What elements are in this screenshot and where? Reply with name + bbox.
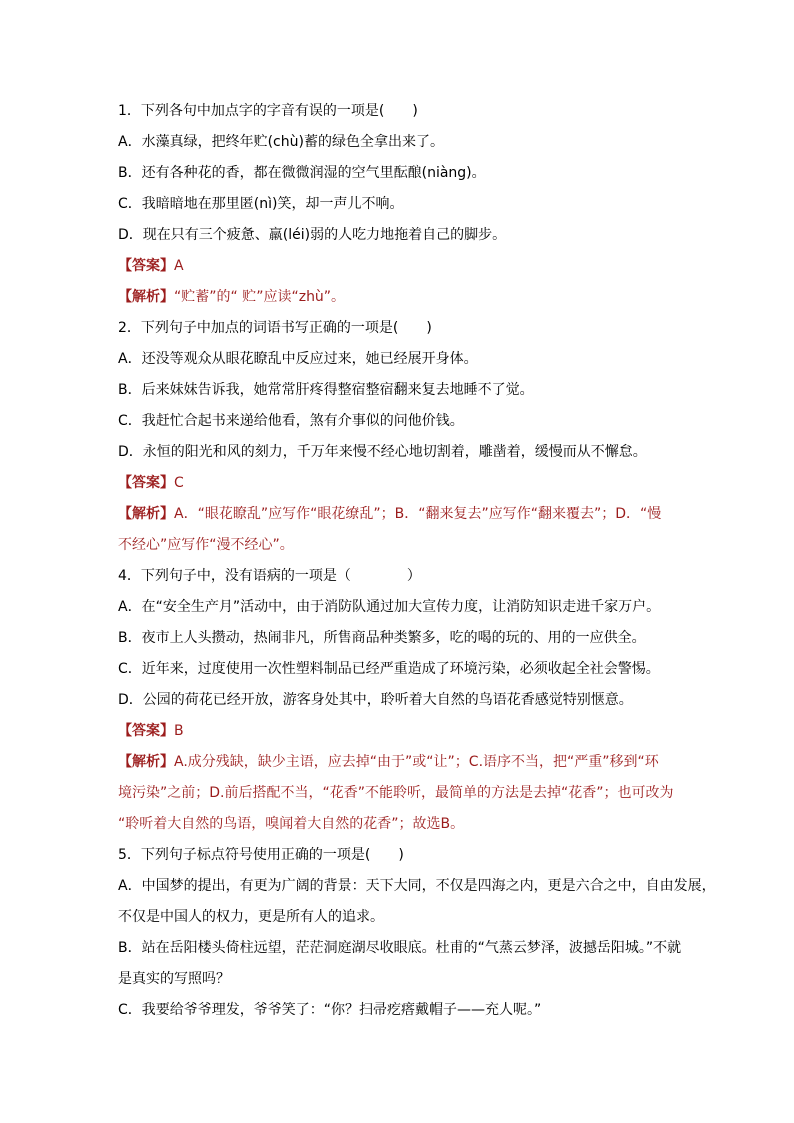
question-4-analysis-cont-2: “聆听着大自然的鸟语，嗅闻着大自然的花香”；故选B。 xyxy=(118,816,465,832)
question-1-option-c: C．我暗暗地在那里匿(nì)笑，却一声儿不响。 xyxy=(118,196,404,212)
question-1-option-a: A．水藻真绿，把终年贮(chù)蓄的绿色全拿出来了。 xyxy=(118,134,444,150)
answer-value: B xyxy=(174,723,184,739)
answer-value: A xyxy=(174,258,184,274)
question-5-option-c: C．我要给爷爷理发，爷爷笑了：“你？扫帚疙瘩戴帽子——充人呢。” xyxy=(118,1002,542,1018)
answer-label: 【答案】 xyxy=(118,723,174,739)
question-5-option-b: B．站在岳阳楼头倚柱远望，茫茫洞庭湖尽收眼底。杜甫的“气蒸云梦泽，波撼岳阳城。”不就 xyxy=(118,940,682,956)
question-2-option-c: C．我赶忙合起书来递给他看，煞有介事似的问他价钱。 xyxy=(118,413,464,429)
question-1-answer xyxy=(118,251,706,282)
analysis-label: 【解析】 xyxy=(118,289,174,305)
question-4-analysis-cont-1: 境污染”之前；D.前后搭配不当，“花香”不能聆听，最简单的方法是去掉“花香”；也可改为 xyxy=(118,785,674,801)
question-1-stem: 1．下列各句中加点字的字音有误的一项是( ) xyxy=(118,103,418,119)
question-4-stem: 4．下列句子中，没有语病的一项是（ ） xyxy=(118,568,421,584)
analysis-label: 【解析】 xyxy=(118,506,174,522)
question-2-answer xyxy=(118,468,706,499)
question-4-analysis xyxy=(118,747,706,778)
question-1-option-b: B．还有各种花的香，都在微微润湿的空气里酝酿(niàng)。 xyxy=(118,165,486,181)
question-4-answer xyxy=(118,716,706,747)
question-2-option-a: A．还没等观众从眼花瞭乱中反应过来，她已经展开身体。 xyxy=(118,351,478,367)
analysis-label: 【解析】 xyxy=(118,754,174,770)
question-2-analysis-cont: 不经心”应写作“漫不经心”。 xyxy=(118,537,294,553)
question-2-option-b: B．后来妹妹告诉我，她常常肝疼得整宿整宿翻来复去地睡不了觉。 xyxy=(118,382,534,398)
question-2-analysis xyxy=(118,499,706,530)
question-5-option-a: A．中国梦的提出，有更为广阔的背景：天下大同，不仅是四海之内，更是六合之中，自由发展， xyxy=(118,878,716,894)
question-1-analysis xyxy=(118,282,706,313)
question-4-option-b: B．夜市上人头攒动，热闹非凡，所售商品种类繁多，吃的喝的玩的、用的一应供全。 xyxy=(118,630,646,646)
question-5-option-b-cont: 是真实的写照吗？ xyxy=(118,971,230,987)
question-2-stem: 2．下列句子中加点的词语书写正确的一项是( ) xyxy=(118,320,432,336)
answer-label: 【答案】 xyxy=(118,258,174,274)
analysis-text: A.成分残缺，缺少主语，应去掉“由于”或“让”；C.语序不当，把“严重”移到“环 xyxy=(174,754,659,770)
question-4-option-d: D．公园的荷花已经开放，游客身处其中，聆听着大自然的鸟语花香感觉特别惬意。 xyxy=(118,692,633,708)
question-4-option-a: A．在“安全生产月”活动中，由于消防队通过加大宣传力度，让消防知识走进千家万户。 xyxy=(118,599,661,615)
question-1-option-d: D．现在只有三个疲惫、羸(léi)弱的人吃力地拖着自己的脚步。 xyxy=(118,227,507,243)
question-5-option-a-cont: 不仅是中国人的权力，更是所有人的追求。 xyxy=(118,909,384,925)
analysis-text: “贮蓄”的“ 贮”应读“zhù”。 xyxy=(174,289,346,305)
question-2-option-d: D．永恒的阳光和风的刻力，千万年来慢不经心地切割着，雕凿着，缓慢而从不懈怠。 xyxy=(118,444,647,460)
question-5-stem: 5．下列句子标点符号使用正确的一项是( ) xyxy=(118,847,404,863)
analysis-text: A．“眼花瞭乱”应写作“眼花缭乱”；B．“翻来复去”应写作“翻来覆去”；D．“慢 xyxy=(174,506,662,522)
answer-label: 【答案】 xyxy=(118,475,174,491)
question-4-option-c: C．近年来，过度使用一次性塑料制品已经严重造成了环境污染，必须收起全社会警惕。 xyxy=(118,661,660,677)
answer-value: C xyxy=(174,475,184,491)
